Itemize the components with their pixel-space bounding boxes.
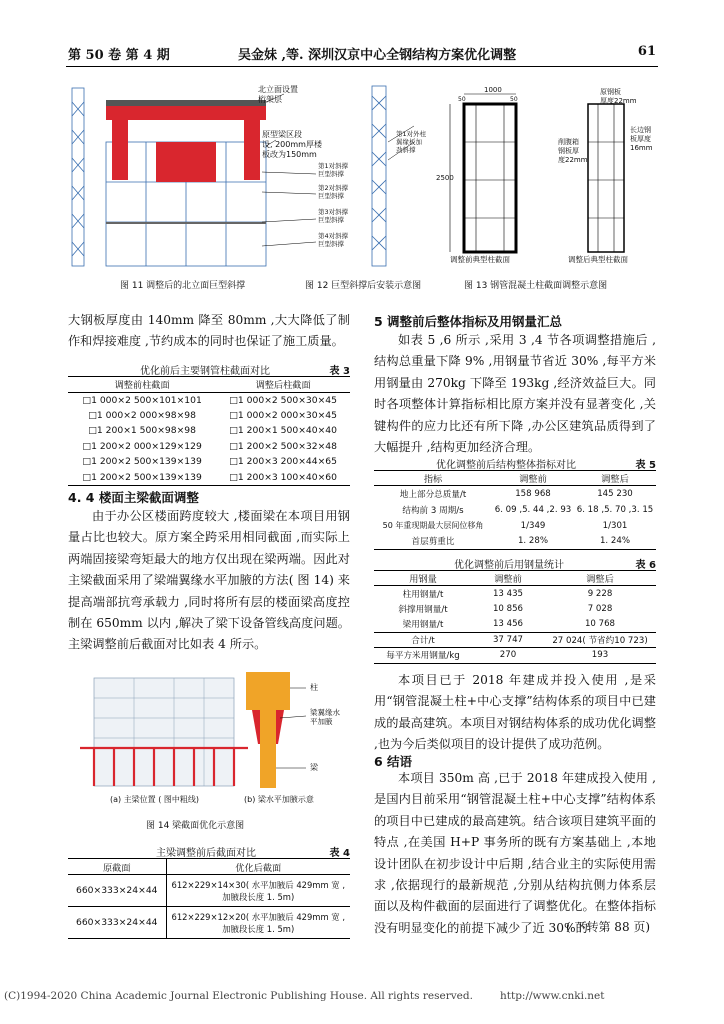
fig13-label-web: 削腹箱 钢板厚 度22mm bbox=[558, 138, 588, 164]
table-cell: □1 200×1 500×40×40 bbox=[229, 425, 337, 437]
table-cell: □1 200×2 500×139×139 bbox=[82, 471, 202, 483]
table6-col-before: 调整前 bbox=[494, 574, 522, 585]
table-cell: 9 228 bbox=[587, 588, 613, 599]
table4-number: 表 4 bbox=[329, 848, 350, 859]
table4-col-optimized: 优化后截面 bbox=[235, 862, 282, 874]
table-cell: 13 456 bbox=[492, 619, 524, 629]
table-6 bbox=[374, 570, 656, 664]
fig14-sub-a: (a) 主梁位置 ( 图中粗线) bbox=[110, 795, 200, 804]
table-cell: 1/301 bbox=[602, 520, 628, 531]
table6-col-after: 调整后 bbox=[586, 574, 614, 585]
fig11-label-brace-4: 第4对斜撑 巨型斜撑 bbox=[318, 232, 349, 248]
fig14-label-beam: 梁 bbox=[310, 763, 318, 772]
table-cell: 6. 18 ,5. 70 ,3. 15 bbox=[576, 504, 654, 515]
table-row bbox=[68, 470, 350, 486]
fig13-dim-right: 50 bbox=[510, 96, 518, 103]
footer-copyright: (C)1994-2020 China Academic Journal Electronic Publishing House. All rights reserved. bbox=[4, 990, 473, 1002]
left-intro-paragraph: 大钢板厚度由 140mm 降至 80mm ,大大降低了制作和焊接难度 ,节约成本的同时也保证了施工质量。 bbox=[68, 313, 350, 349]
table-cell: 158 968 bbox=[515, 488, 551, 499]
fig13-sub-before: 调整前典型柱截面 bbox=[450, 255, 510, 264]
table-cell: 50 年重现期最大层间位移角 bbox=[382, 521, 484, 530]
table-cell: 612×229×12×20( 水平加腋后 429mm 宽 , 加腋段长度 1. 5m) bbox=[171, 911, 345, 934]
article-running-title: 吴金妹 ,等. 深圳汉京中心全钢结构方案优化调整 bbox=[238, 48, 517, 63]
table-cell: 1/349 bbox=[520, 520, 546, 531]
fig13-dim-width: 1000 bbox=[484, 86, 502, 94]
fig14-caption: 图 14 梁截面优化示意图 bbox=[146, 821, 245, 831]
table-cell: □1 200×2 500×32×48 bbox=[229, 440, 337, 452]
table3-col-after: 调整后柱截面 bbox=[255, 380, 311, 392]
table-row bbox=[68, 408, 350, 424]
figure-14 bbox=[74, 668, 350, 816]
table-cell: 1. 24% bbox=[599, 536, 631, 547]
table-row bbox=[374, 617, 656, 633]
table-row bbox=[68, 423, 350, 439]
table-cell: □1 200×1 500×98×98 bbox=[88, 425, 196, 437]
table-cell: □1 000×2 000×98×98 bbox=[88, 409, 196, 421]
table-cell: 270 bbox=[499, 650, 517, 661]
fig13-dim-left: 50 bbox=[458, 96, 466, 103]
fig13-caption: 图 13 钢管混凝土柱截面调整示意图 bbox=[464, 281, 608, 291]
table-cell: 660×333×24×44 bbox=[68, 907, 166, 939]
footer-url[interactable]: http://www.cnki.net bbox=[500, 990, 605, 1002]
fig11-label-slab: 原型梁区段 设, 200mm厚楼 板改为150mm bbox=[262, 130, 322, 159]
table6-title: 优化调整前后用钢量统计 bbox=[454, 560, 564, 571]
table-cell: 10 856 bbox=[492, 603, 524, 614]
table-cell: 6. 09 ,5. 44 ,2. 93 bbox=[494, 504, 572, 515]
table3-title: 优化前后主要钢管柱截面对比 bbox=[140, 366, 270, 377]
table5-col-before: 调整前 bbox=[519, 474, 547, 485]
table-cell: 梁用钢量/t bbox=[402, 620, 444, 630]
fig11-label-truss: 北立面设置 桁架层 bbox=[258, 85, 298, 104]
fig12-label-brace: 第1对外柱 翼缘板加 劲斜撑 bbox=[396, 130, 427, 154]
right-after-tables-paragraph: 本项目已于 2018 年建成并投入使用 ,是采用“钢管混凝土柱+中心支撑”结构体系的项目中已建成的最高建筑。本项目对钢结构体系的成功优化调整 ,也为今后类似项目的设计提供了成功范例。 bbox=[374, 673, 656, 752]
table-row bbox=[68, 875, 350, 907]
section-4-4-heading: 4. 4 楼面主梁截面调整 bbox=[68, 490, 199, 505]
table6-number: 表 6 bbox=[635, 560, 656, 571]
fig14-label-column: 柱 bbox=[310, 683, 318, 692]
fig13-label-long: 长边钢 板厚度 16mm bbox=[630, 126, 653, 152]
figure-11-drawing bbox=[66, 82, 336, 270]
table-row bbox=[68, 392, 350, 408]
fig11-label-brace-1: 第1对斜撑 巨型斜撑 bbox=[318, 162, 349, 178]
fig11-label-brace-3: 第3对斜撑 巨型斜撑 bbox=[318, 208, 349, 224]
fig13-dim-height: 2500 bbox=[436, 174, 454, 182]
table-cell: □1 000×2 500×101×101 bbox=[82, 394, 202, 406]
table3-number: 表 3 bbox=[329, 366, 350, 377]
fig12-caption: 图 12 巨型斜撑后安装示意图 bbox=[305, 281, 422, 291]
table-row bbox=[374, 632, 656, 648]
table-header-row bbox=[374, 571, 656, 586]
fig11-caption: 图 11 调整后的北立面巨型斜撑 bbox=[120, 281, 246, 291]
table-cell: 37 747 bbox=[492, 634, 524, 645]
table-header-row bbox=[374, 471, 656, 486]
table-cell: 首层剪重比 bbox=[411, 537, 455, 548]
table-cell: 每平方米用钢量/kg bbox=[386, 651, 460, 662]
table-row bbox=[374, 586, 656, 602]
table-cell: □1 200×2 500×139×139 bbox=[82, 456, 202, 468]
table-row bbox=[374, 601, 656, 617]
table-cell: 193 bbox=[591, 650, 609, 661]
table-cell: 合计/t bbox=[411, 635, 435, 646]
table-cell: 地上部分总质量/t bbox=[399, 489, 467, 500]
section-5-text: 如表 5 ,6 所示 ,采用 3 ,4 节各项调整措施后 ,结构总重量下降 9% ,用钢量节省近 30% ,每平方米用钢量由 270kg 下降至 193kg ,经济效益巨大。同时各项整体计算指标相比原方案并没有显著变化 ,关键构件的应力比还有所下降 ,办公区建筑品质得到了大幅提升 ,结构更加经济合理。 bbox=[374, 333, 656, 455]
table4-title: 主梁调整前后截面对比 bbox=[156, 848, 256, 859]
figure-12 bbox=[360, 82, 427, 270]
fig11-label-brace-2: 第2对斜撑 巨型斜撑 bbox=[318, 184, 349, 200]
section-4-4-text: 由于办公区楼面跨度较大 ,楼面梁在本项目用钢量占比也较大。原方案全跨采用相同截面 ,而实际上两端固接梁弯矩最大的地方仅出现在梁两端。因此对主梁截面采用了梁端翼缘水平加腋的方法( 图 14) 来提高端部抗弯承载力 ,同时将所有层的楼面梁高度控制在 650mm 以内 ,解决了梁下设备管线高度问题。主梁调整前后截面对比如表 4 所示。 bbox=[68, 509, 350, 652]
table-4 bbox=[68, 858, 350, 939]
table-row bbox=[374, 518, 656, 534]
table-row bbox=[374, 648, 656, 664]
table-cell: 1. 28% bbox=[517, 536, 549, 547]
figure-12-drawing bbox=[360, 82, 416, 270]
table6-col-item: 用钢量 bbox=[409, 574, 437, 585]
table-cell: 10 768 bbox=[584, 619, 616, 629]
section-6-heading: 6 结语 bbox=[374, 754, 413, 769]
table5-col-after: 调整后 bbox=[601, 474, 629, 485]
table-3 bbox=[68, 376, 350, 486]
fig13-sub-after: 调整后典型柱截面 bbox=[568, 255, 628, 264]
table-row bbox=[374, 502, 656, 518]
table-cell: 柱用钢量/t bbox=[402, 589, 444, 600]
table3-col-before: 调整前柱截面 bbox=[114, 380, 170, 392]
table-cell: 27 024( 节省约10 723) bbox=[552, 635, 648, 646]
table-row bbox=[68, 439, 350, 455]
table-cell: □1 200×3 200×44×65 bbox=[229, 456, 337, 468]
table-row bbox=[68, 907, 350, 939]
table5-title: 优化调整前后结构整体指标对比 bbox=[436, 460, 576, 471]
table5-number: 表 5 bbox=[635, 460, 656, 471]
table-cell: 612×229×14×30( 水平加腋后 429mm 宽 , 加腋段长度 1. 5m) bbox=[171, 879, 345, 902]
table-cell: □1 000×2 000×30×45 bbox=[229, 409, 337, 421]
table-row bbox=[374, 486, 656, 502]
continued-note: ( 下转第 88 页) bbox=[566, 920, 651, 934]
table-cell: 13 435 bbox=[492, 588, 524, 599]
table-cell: 145 230 bbox=[597, 488, 633, 499]
table5-col-metric: 指标 bbox=[423, 474, 443, 485]
fig14-sub-b: (b) 梁水平加腋示意 bbox=[244, 795, 314, 804]
table-row bbox=[374, 534, 656, 550]
table-cell: □1 200×3 100×40×60 bbox=[229, 471, 337, 483]
table-cell: 结构前 3 周期/s bbox=[402, 505, 464, 516]
table-header-row bbox=[68, 377, 350, 393]
table-row bbox=[68, 454, 350, 470]
header-rule bbox=[66, 66, 658, 67]
table-cell: 7 028 bbox=[587, 603, 613, 614]
table-cell: □1 200×2 000×129×129 bbox=[82, 440, 202, 452]
section-6-text: 本项目 350m 高 ,已于 2018 年建成投入使用 ,是国内目前采用“钢管混凝土柱+中心支撑”结构体系的项目中已建成的最高建筑。结合该项目建筑平面的特点 ,在美国 H+P 事务所的既有方案基础上 ,本地设计团队在初步设计中后期 ,结合业主的实际使用需求 ,依据现行的最新规范 ,分别从结构抗侧力体系层面以及构件截面的层面进行了调整优化。在整体指标没有明显变化的前提下减少了近 30%的 bbox=[374, 771, 656, 935]
figure-11 bbox=[66, 82, 349, 270]
page-number: 61 bbox=[637, 44, 656, 59]
table-header-row bbox=[68, 859, 350, 875]
table-5 bbox=[374, 470, 656, 550]
table4-col-original: 原截面 bbox=[68, 859, 166, 875]
table-cell: 斜撑用钢量/t bbox=[398, 604, 448, 615]
fig13-label-original: 原钢板 厚度22mm bbox=[600, 88, 637, 105]
table-cell: □1 000×2 500×30×45 bbox=[229, 394, 337, 406]
figure-13-drawing bbox=[430, 82, 658, 270]
section-5-heading: 5 调整前后整体指标及用钢量汇总 bbox=[374, 314, 563, 329]
table-cell: 660×333×24×44 bbox=[68, 875, 166, 907]
running-header bbox=[68, 44, 656, 66]
figure-13 bbox=[430, 82, 658, 270]
fig14-label-haunch: 梁翼缘水 平加腋 bbox=[310, 708, 340, 726]
journal-volume: 第 50 卷 第 4 期 bbox=[68, 48, 170, 63]
